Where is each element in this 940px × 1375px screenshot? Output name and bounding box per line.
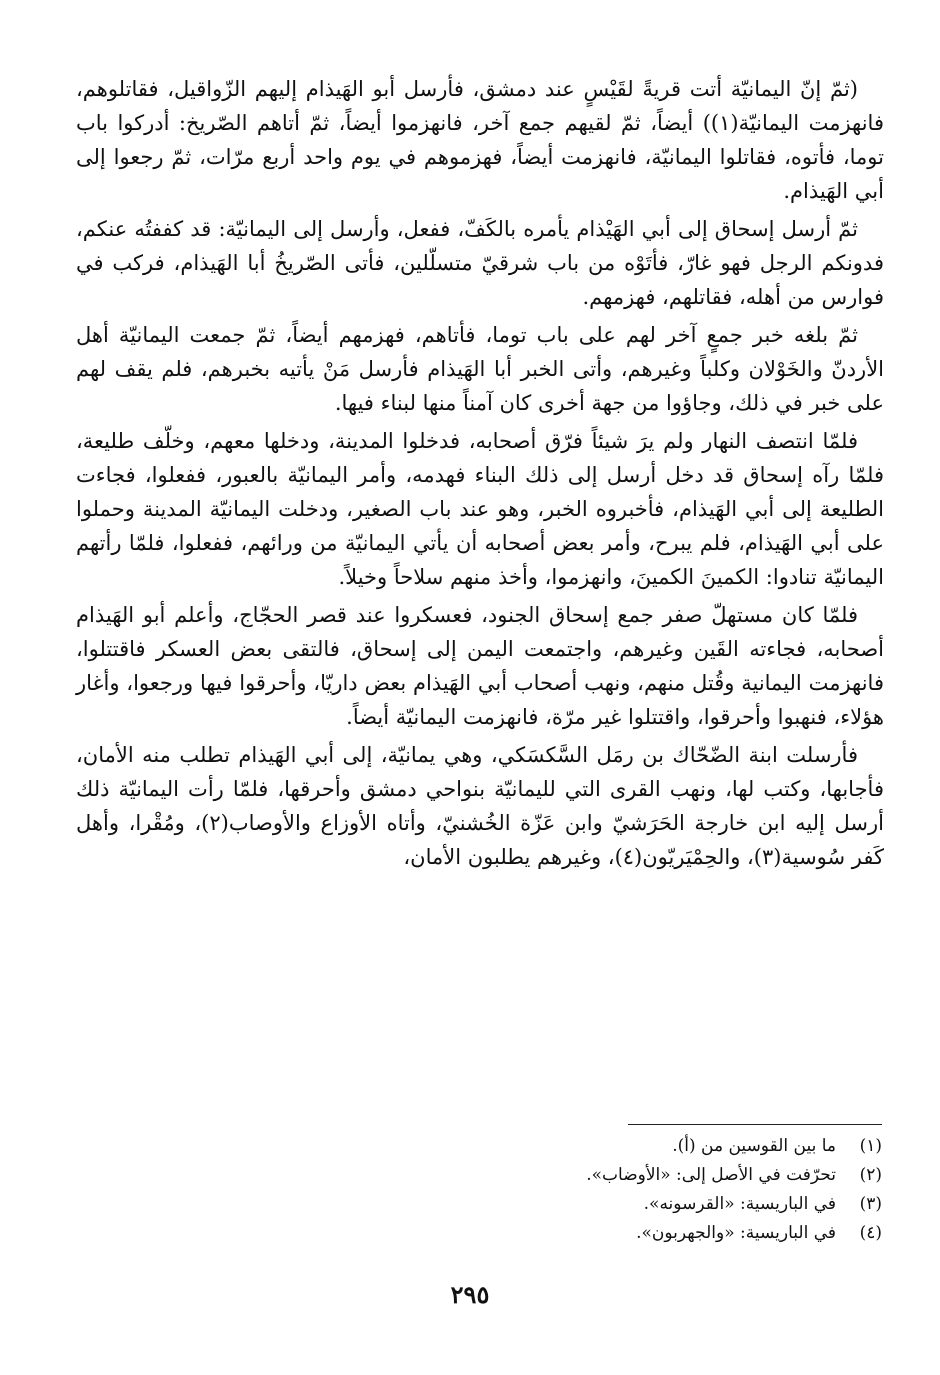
footnote-text: ما بين القوسين من (أ). (672, 1136, 836, 1156)
footnotes (500, 1132, 882, 1248)
footnote-3 (500, 1190, 882, 1219)
paragraph-2: ثمّ أرسل إسحاق إلى أبي الهَيْذام يأمره بالكَفّ، ففعل، وأرسل إلى اليمانيّة: قد كففتُه عنكم، فدونكم الرجل فهو غارّ، فأتَوْه من باب شرقيّ متسلّلين، فأتى الصّريخُ أبا الهَيذام، فركب في فوارس من أهله، فقاتلهم، فهزمهم. (76, 217, 884, 309)
footnote-text: في الباريسية: «القرسونه». (643, 1194, 836, 1214)
footnote-number: (٤) (859, 1223, 882, 1243)
paragraph-5: فلمّا كان مستهلّ صفر جمع إسحاق الجنود، فعسكروا عند قصر الحجّاج، وأعلم أبو الهَيذام أصحابه، فجاءته القَين وغيرهم، واجتمعت اليمن إلى إسحاق، فالتقى بعض العسكر فاقتتلوا، فانهزمت اليمانية وقُتل منهم، ونهب أصحاب أبي الهَيذام بعض داريّا، وأحرقوا فيها ورجعوا، وأغار هؤلاء، فنهبوا وأحرقوا، واقتتلوا غير مرّة، فانهزمت اليمانيّة أيضاً. (76, 603, 884, 729)
footnote-text: تحرّفت في الأصل إلى: «الأوضاب». (586, 1165, 836, 1185)
footnote-2 (500, 1161, 882, 1190)
footnote-text: في الباريسية: «والجهربون». (636, 1223, 836, 1243)
page-number: ٢٩٥ (450, 1280, 490, 1309)
paragraph-4: فلمّا انتصف النهار ولم يرَ شيئاً فرّق أصحابه، فدخلوا المدينة، ودخلها معهم، وخلّف طليعة، فلمّا رآه إسحاق قد دخل أرسل إلى ذلك البناء فهدمه، وأمر اليمانيّة بالعبور، ففعلوا، فجاءت الطليعة إلى أبي الهَيذام، فأخبروه الخبر، وهو عند باب الصغير، ودخلت اليمانيّة المدينة وحملوا على أبي الهَيذام، فلم يبرح، وأمر بعض أصحابه أن يأتي اليمانيّة من ورائهم، ففعلوا، فلمّا رأتهم اليمانيّة تنادوا: الكمينَ الكمينَ، وانهزموا، وأخذ منهم سلاحاً وخيلاً. (76, 429, 884, 589)
footnote-4 (500, 1219, 882, 1248)
paragraph-3: ثمّ بلغه خبر جمعٍ آخر لهم على باب توما، فأتاهم، فهزمهم أيضاً، ثمّ جمعت اليمانيّة أهل الأردنّ والخَوْلان وكلباً وغيرهم، وأتى الخبر أبا الهَيذام فأرسل مَنْ يأتيه بخبرهم، فلم يقف لهم على خبر في ذلك، وجاؤوا من جهة أخرى كان آمناً منها لبناء فيها. (76, 323, 884, 415)
footnote-number: (٢) (859, 1165, 882, 1185)
footnote-1 (500, 1132, 882, 1161)
footnote-number: (٣) (859, 1194, 882, 1214)
footnote-divider (628, 1124, 882, 1125)
main-text (76, 72, 884, 878)
footnote-number: (١) (859, 1136, 882, 1156)
paragraph-1: (ثمّ إنّ اليمانيّة أتت قريةً لقَيْسٍ عند دمشق، فأرسل أبو الهَيذام إليهم الزّواقيل، فقاتلوهم، فانهزمت اليمانيّة(١)) أيضاً، ثمّ لقيهم جمع آخر، فانهزموا أيضاً، ثمّ أتاهم الصّريخ: أدركوا باب توما، فأتوه، فقاتلوا اليمانيّة، فانهزمت أيضاً، فهزموهم في يوم واحد أربع مرّات، ثمّ رجعوا إلى أبي الهَيذام. (76, 77, 884, 203)
paragraph-6: فأرسلت ابنة الضّحّاك بن رمَل السَّكسَكي، وهي يمانيّة، إلى أبي الهَيذام تطلب منه الأمان، فأجابها، وكتب لها، ونهب القرى التي لليمانيّة بنواحي دمشق وأحرقها، فلمّا رأت اليمانيّة ذلك أرسل إليه ابن خارجة الحَرَشيّ وابن عَزّة الخُشنيّ، وأتاه الأوزاع والأوصاب(٢)، ومُقْرا، وأهل كَفر سُوسية(٣)، والحِمْيَريّون(٤)، وغيرهم يطلبون الأمان، (76, 743, 884, 869)
